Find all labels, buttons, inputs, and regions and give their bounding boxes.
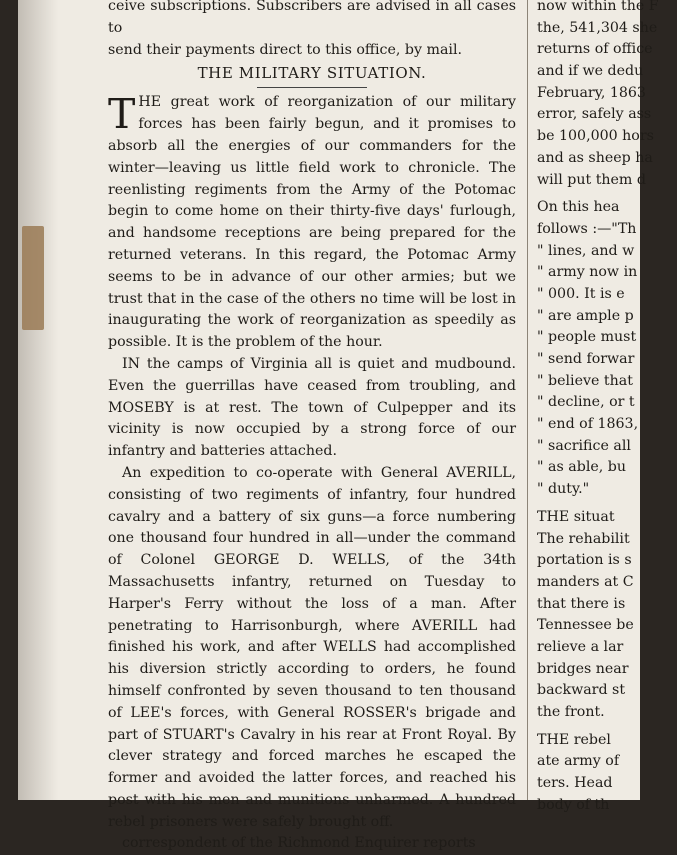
right-column-line: manders at C: [537, 573, 634, 590]
right-column-line: On this hea: [537, 199, 620, 216]
right-column-line: relieve a lar: [537, 638, 624, 655]
right-column-line: " sacrifice all: [537, 437, 631, 454]
right-column-line: " as able, bu: [537, 459, 626, 476]
right-column-line: " decline, or t: [537, 394, 635, 411]
right-column-line: " send forwar: [537, 351, 635, 367]
right-column-line: returns of office: [537, 41, 653, 58]
heading-underline: [257, 87, 367, 88]
binding-tape: [22, 226, 44, 330]
right-column-line: backward st: [537, 682, 626, 699]
article-column-right: [537, 0, 677, 816]
newspaper-page: [18, 0, 659, 852]
paragraph-1: [108, 92, 516, 354]
right-column-line: " army now in: [537, 264, 638, 281]
right-column-line: " people must: [537, 329, 637, 346]
paragraph-2: IN the camps of Virginia all is quiet and mudbound. Even the guerrillas have ceased from troubling, and MOSEBY is at rest. The town of Culpepper and its vicinity is now occupied by a strong force of our infantry and batteries attached.: [108, 355, 516, 460]
drop-cap: T: [108, 90, 136, 139]
right-column-line: that there is: [537, 595, 626, 612]
right-column-line: ate army of: [537, 753, 620, 770]
right-column-line: and as sheep ha: [537, 149, 653, 166]
page-curl-shadow: [18, 0, 58, 800]
right-column-line: The rehabilit: [537, 530, 630, 547]
right-column-line: body of th: [537, 796, 610, 813]
article-heading: THE MILITARY SITUATION.: [197, 64, 427, 83]
right-column-line: Tennessee be: [537, 617, 634, 634]
paragraph-4-partial: correspondent of the Richmond Enquirer reports: [122, 835, 476, 852]
prior-text-line-2: send their payments direct to this office, by mail.: [108, 41, 463, 58]
right-column-line: " believe that: [537, 372, 633, 389]
right-column-line: portation is s: [537, 552, 632, 569]
column-rule: [527, 0, 528, 800]
right-column-line: THE rebel: [537, 731, 611, 748]
right-column-line: " duty.": [537, 481, 590, 498]
right-column-line: the, 541,304 she: [537, 19, 658, 36]
right-column-line: will put them d: [537, 171, 646, 188]
right-column-line: ters. Head: [537, 775, 613, 792]
right-column-line: and if we dedu: [537, 63, 644, 80]
right-column-line: the front.: [537, 704, 605, 720]
right-column-line: be 100,000 hors: [537, 128, 654, 145]
right-column-line: bridges near: [537, 660, 629, 677]
prior-text-line-1: ceive subscriptions. Subscribers are advised in all cases to: [108, 0, 516, 36]
paragraph-3: An expedition to co-operate with General AVERILL, consisting of two regiments of infantry, four hundred cavalry and a battery of six guns—a force numbering one thousand four hundred in all—under the command of Colonel GEORGE D. WELLS, of the 34th Massachusetts infantry, returned on Tuesday to Harper's Ferry without the loss of a man. After penetrating to Harrisonburgh, where AVERILL had finished his work, and after WELLS had accomplished his diversion strictly according to orders, he found himself confronted by seven thousand to ten thousand of LEE's forces, with General ROSSER's brigade and part of STUART's Cavalry in his rear at Front Royal. By clever strategy and forced marches he escaped the former and avoided the latter forces, and reached his post with his men and munitions unharmed. A hundred rebel prisoners were safely brought off.: [108, 464, 516, 830]
paragraph-1-text: HE great work of reorganization of our military forces has been fairly begun, and it promises to absorb all the energies of our commanders for the winter—leaving us little field work to chronicle. The reenlisting regiments from the Army of the Potomac begin to come home on their thirty-five days' furlough, and handsome receptions are being prepared for the returned veterans. In this regard, the Potomac Army seems to be in advance of our other armies; but we trust that in the case of the others no time will be lost in inaugurating the work of reorganization as speedily as possible. It is the problem of the hour.: [108, 94, 516, 351]
right-column-line: February, 1863: [537, 84, 646, 101]
right-column-line: follows :—"Th: [537, 220, 637, 237]
right-column-line: " end of 1863,: [537, 416, 639, 433]
right-column-line: error, safely ass: [537, 106, 652, 123]
right-column-line: " are ample p: [537, 307, 634, 324]
right-column-line: " lines, and w: [537, 242, 635, 259]
right-column-line: THE situat: [537, 508, 615, 525]
right-column-line: now within the F: [537, 0, 659, 14]
right-column-line: " 000. It is e: [537, 285, 625, 302]
article-column-left: [108, 0, 516, 855]
